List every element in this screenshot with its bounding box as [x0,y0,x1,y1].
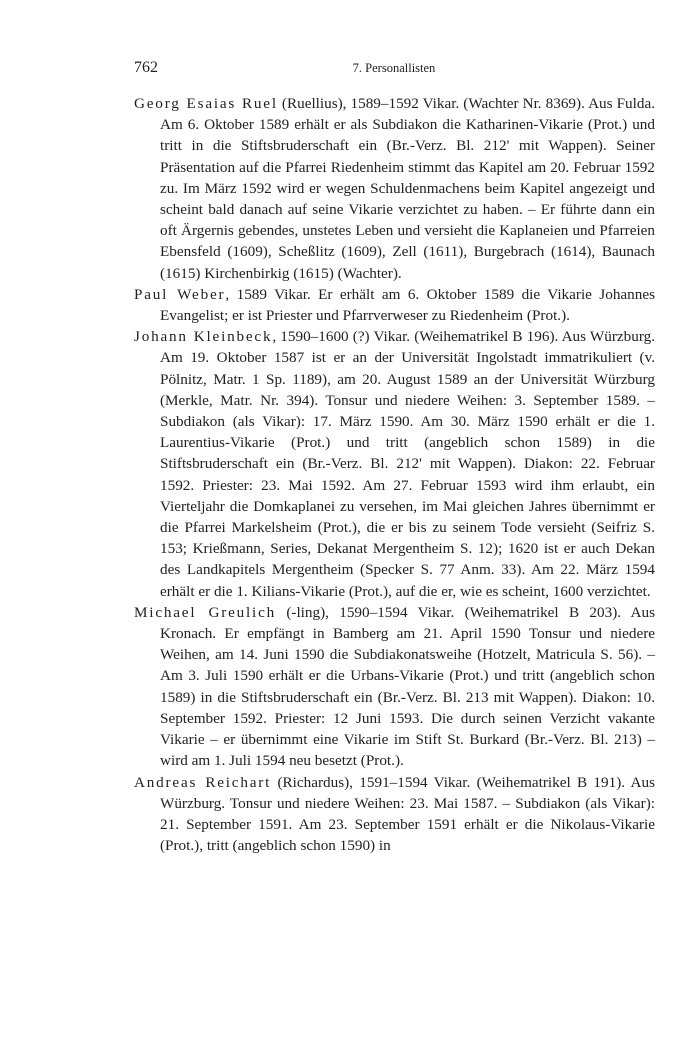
entry-greulich [134,602,655,772]
entry-kleinbeck [134,326,655,602]
page-header [134,58,654,78]
entry-ruel [134,93,655,284]
entry-name: Georg Esaias Ruel [134,95,278,112]
entry-name: Johann Kleinbeck [134,328,273,346]
entry-name: Paul Weber [134,285,226,303]
entry-text: (Ruellius), 1589–1592 Vikar. (Wachter Nr. 8369). Aus Fulda. Am 6. Oktober 1589 erhält er als Subdiakon die Katharinen-Vikarie (Prot.) und tritt in die Stiftsbruderschaft ein (Br.-Verz. Bl. 212' mit Wappen). Seiner Präsentation auf die Pfarrei Riedenheim stimmt das Kapitel am 20. Februar 1592 zu. Im März 1592 wird er wegen Schuldenmachens beim Kapitel angezeigt und scheint bald danach auf seine Vikarie verzichtet zu haben. – Er führte dann ein oft Ärgernis gebendes, unstetes Leben und versieht die Kaplaneien und Pfarreien Ebensfeld (1609), Scheßlitz (1609), Zell (1611), Burgebrach (1614), Baunach (1615) Kirchenbirkig (1615) (Wachter). [160,95,656,282]
running-title: 7. Personallisten [352,61,436,75]
entry-weber [134,284,655,326]
entry-text: , 1590–1600 (?) Vikar. (Weihematrikel B 196). Aus Würzburg. Am 19. Oktober 1587 ist er an der Universität Ingolstadt immatrikuliert (v. Pölnitz, Matr. 1 Sp. 1189), am 20. August 1589 an der Universität Würzburg (Merkle, Matr. Nr. 394). Tonsur und niedere Weihen: 3. September 1589. – Subdiakon (als Vikar): 17. März 1590. Am 30. März 1590 erhält er die 1. Laurentius-Vikarie (Prot.) und tritt (angeblich schon 1589) in die Stiftsbruderschaft ein (Br.-Verz. Bl. 212' mit Wappen). Diakon: 22. Februar 1592. Priester: 23. Mai 1592. Am 27. Februar 1593 wird ihm erlaubt, ein Vierteljahr die Domkaplanei zu versehen, im Mai gleichen Jahres übernimmt er die Pfarrei Markelsheim (Prot.), die er bis zu seinem Tode versieht (Seifriz S. 153; Krießmann, Series, Dekanat Mergentheim S. 12); 1620 ist er auch Dekan des Landkapitels Mergentheim (Specker S. 77 Anm. 33). Am 22. März 1594 erhält er die 1. Kilians-Vikarie (Prot.), auf die er, wie es scheint, 1600 verzichtet. [160,328,655,600]
entry-text: (-ling), 1590–1594 Vikar. (Weihematrikel B 203). Aus Kronach. Er empfängt in Bamberg am 21. April 1590 Tonsur und niedere Weihen, am 14. Juni 1590 die Subdiakonatsweihe (Hotzelt, Matricula S. 56). – Am 3. Juli 1590 erhält er die Urbans-Vikarie (Prot.) und tritt (angeblich schon 1589) in die Stiftsbruderschaft ein (Br.-Verz. Bl. 213 mit Wappen). Diakon: 10. September 1592. Priester: 12 Juni 1593. Die durch seinen Verzicht vakante Vikarie – er übernimmt eine Vikarie im Stift St. Burkard (Br.-Verz. Bl. 213) – wird am 1. Juli 1594 neu besetzt (Prot.). [160,603,655,770]
entry-name: Andreas Reichart [134,773,272,791]
entry-reichart [134,772,655,857]
entry-text: (Richardus), 1591–1594 Vikar. (Weihematrikel B 191). Aus Würzburg. Tonsur und niedere Weihen: 23. Mai 1587. – Subdiakon (als Vikar): 21. September 1591. Am 23. September 1591 erhält er die Nikolaus-Vikarie (Prot.), tritt (angeblich schon 1590) in [160,773,655,855]
entry-text: , 1589 Vikar. Er erhält am 6. Oktober 1589 die Vikarie Johannes Evangelist; er ist Priester und Pfarrverweser zu Riedenheim (Prot.). [160,285,655,325]
personnel-list [134,93,655,856]
entry-name: Michael Greulich [134,603,277,621]
page-number: 762 [134,59,158,76]
